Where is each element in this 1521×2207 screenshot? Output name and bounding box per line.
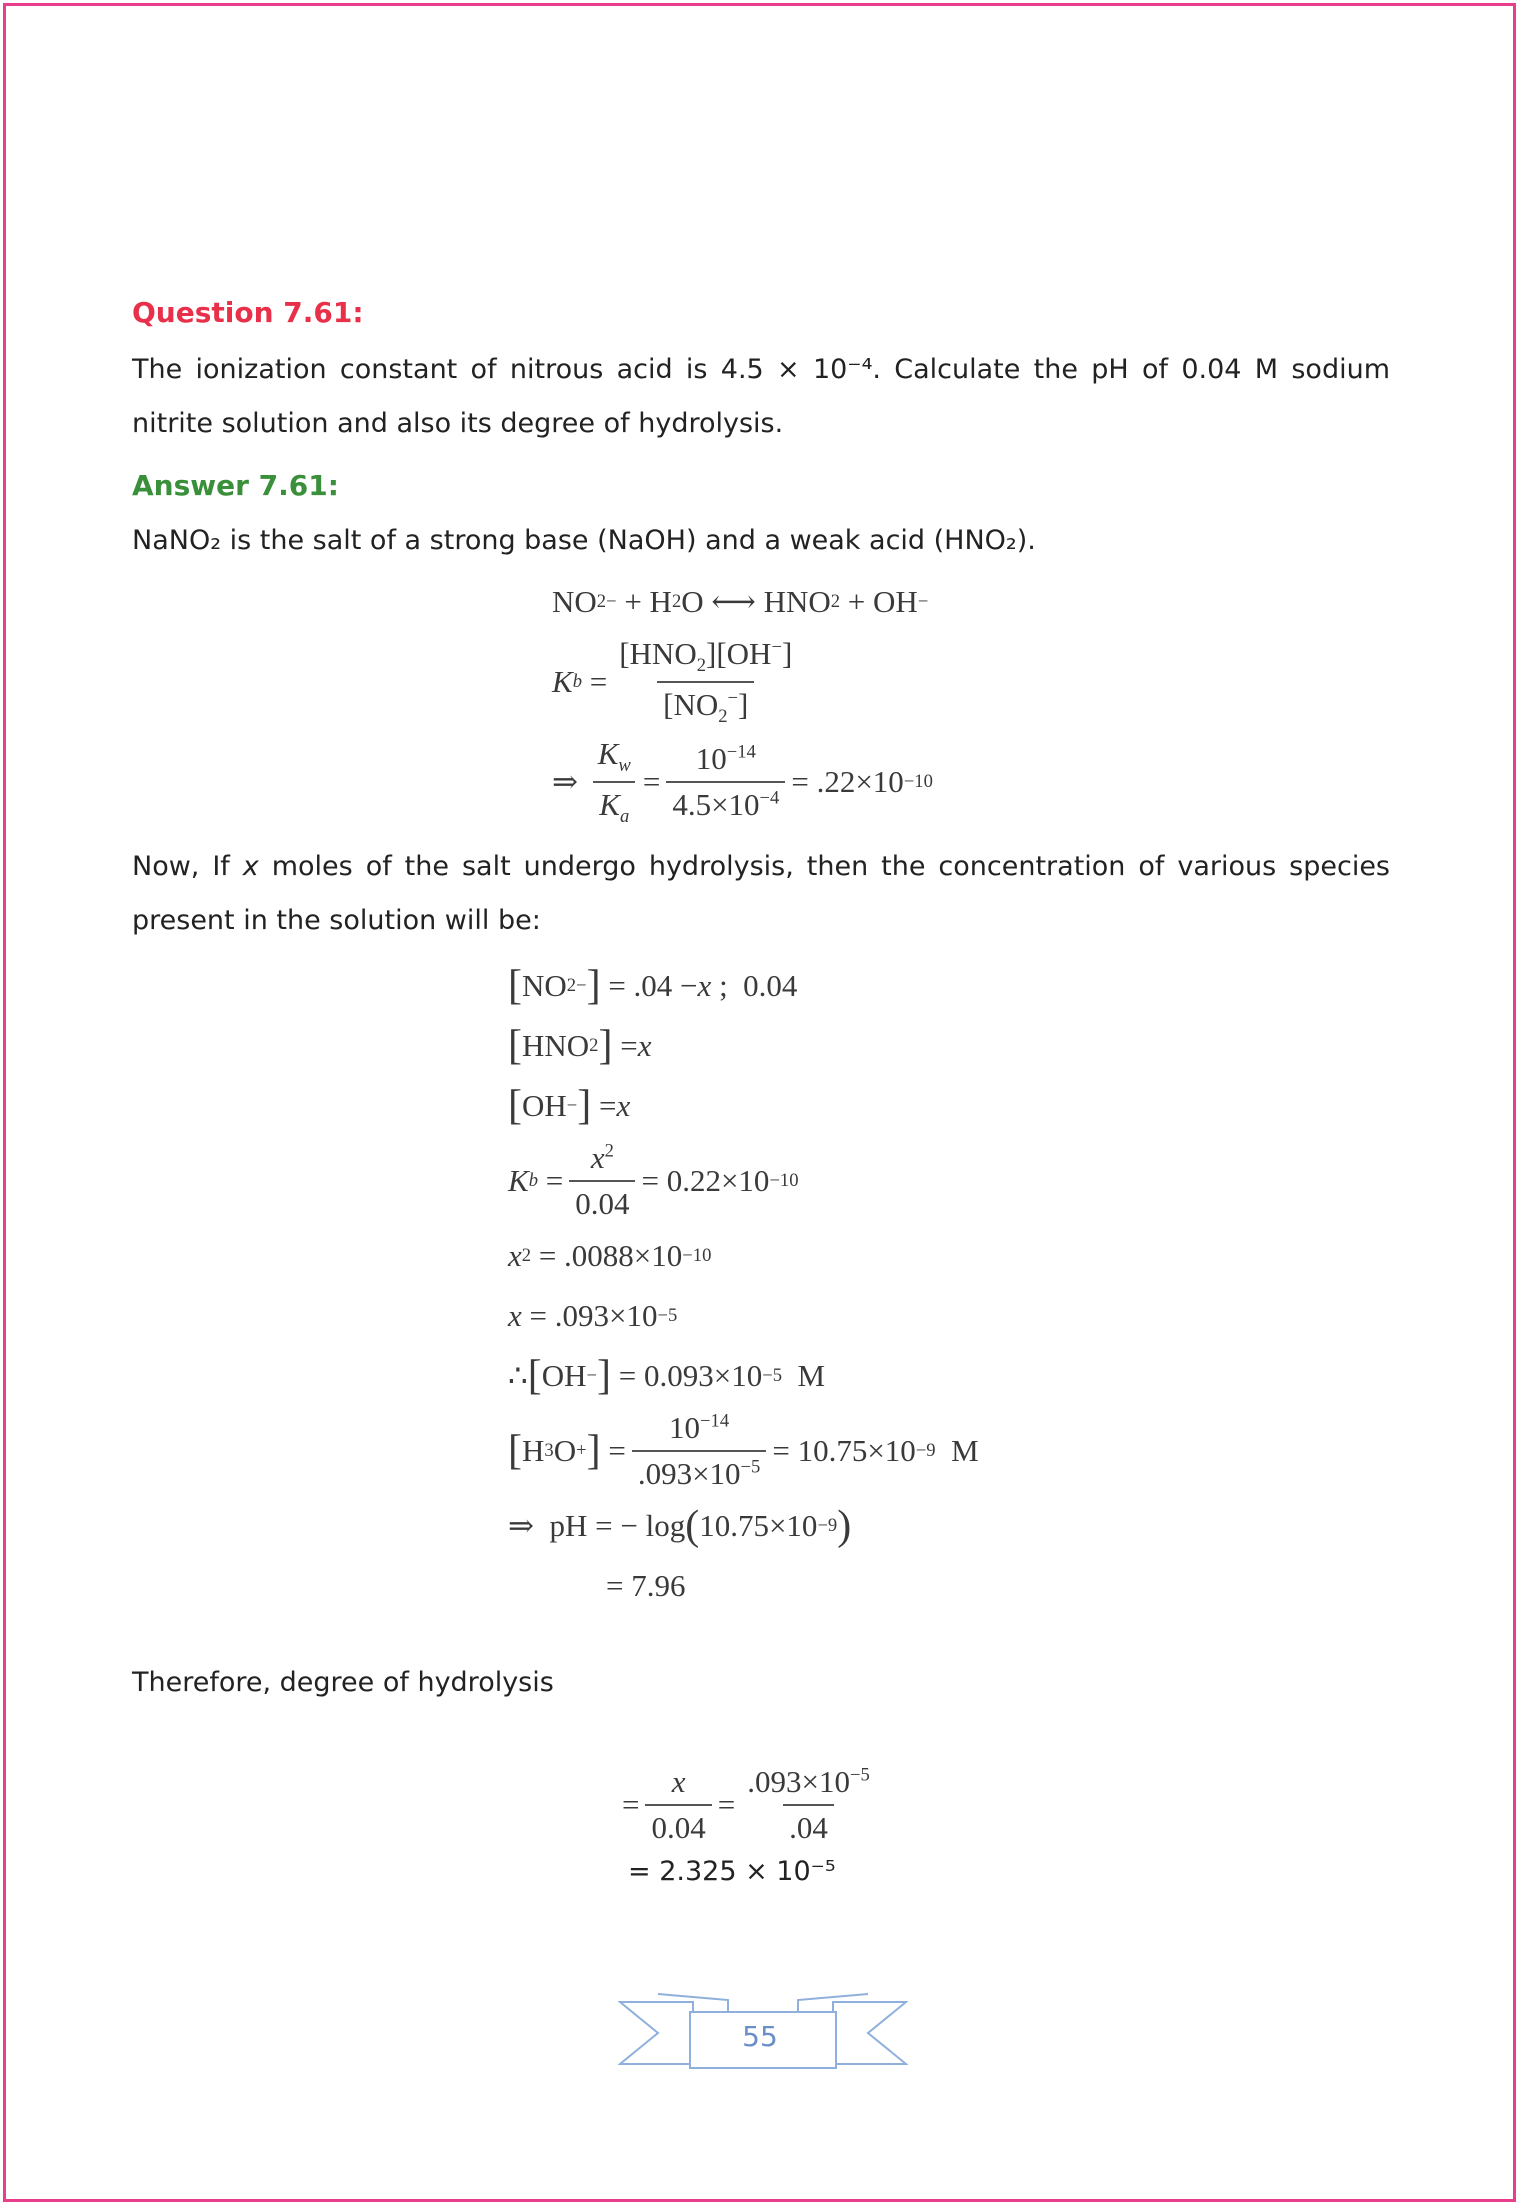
question-text: The ionization constant of nitrous acid is 4.5 × 10⁻⁴. Calculate the pH of 0.04 M sodium nitrite solution and also its degree of hydrolysis. xyxy=(132,354,1390,439)
hno2-concentration: [ HNO 2 ] = x xyxy=(508,1023,652,1069)
hydrolysis-equation: NO 2 − + H 2 O ⟷ HNO 2 + OH − xyxy=(552,584,929,619)
equation-block-2 xyxy=(508,956,1390,1616)
final-result: = 2.325 × 10⁻⁵ xyxy=(628,1856,836,1887)
page-content xyxy=(132,296,1390,1887)
answer-intro: NaNO₂ is the salt of a strong base (NaOH) and a weak acid (HNO₂). xyxy=(132,525,1036,556)
x-squared: x 2 = .0088×10 −10 xyxy=(508,1238,712,1273)
ph-expression: ⇒ pH = − log ( 10.75×10 −9 ) xyxy=(508,1503,852,1549)
degree-of-hydrolysis-expression: = $\frac{x}{0.04}$ = $\frac{.093\times 10^{-5}}{.04}$ xyxy=(622,1764,870,1845)
therefore-text: Therefore, degree of hydrolysis xyxy=(132,1667,554,1698)
equation-block-1 xyxy=(552,572,1390,832)
kb-expression: K b = $\frac{[HNO_2][OH^-]}{[NO_2^-]}$ xyxy=(552,635,793,728)
x-value: x = .093×10 −5 xyxy=(508,1298,678,1333)
equation-block-3 xyxy=(622,1760,1390,1850)
page-number: 55 xyxy=(742,2020,778,2053)
answer-paragraph-2: Now, If x moles of the salt undergo hydrolysis, then the concentration of various species present in the solution will be: xyxy=(132,851,1391,936)
oh-result: ∴ [ OH − ] = 0.093×10 −5 M xyxy=(508,1353,826,1399)
answer-heading: Answer 7.61: xyxy=(132,469,339,502)
kb-x-expression: K b = $\frac{x^2}{0.04}$ = 0.22×10 −10 xyxy=(508,1140,799,1221)
kb-calculation: ⇒ $\frac{K_w}{K_a}$ = $\frac{10^{-14}}{4.5\times 10^{-4}}$ = .22×10 −10 xyxy=(552,735,933,828)
h3o-result: [ H 3 O + ] = $\frac{10^{-14}}{.093\times 10^{-5}}$ = 10.75×10 −9 M xyxy=(508,1410,979,1491)
no2-concentration: [ NO 2 − ] = .04 − x ; 0.04 xyxy=(508,963,798,1009)
ph-result: = 7.96 xyxy=(606,1568,686,1603)
question-heading: Question 7.61: xyxy=(132,296,364,329)
oh-concentration: [ OH − ] = x xyxy=(508,1083,631,1129)
